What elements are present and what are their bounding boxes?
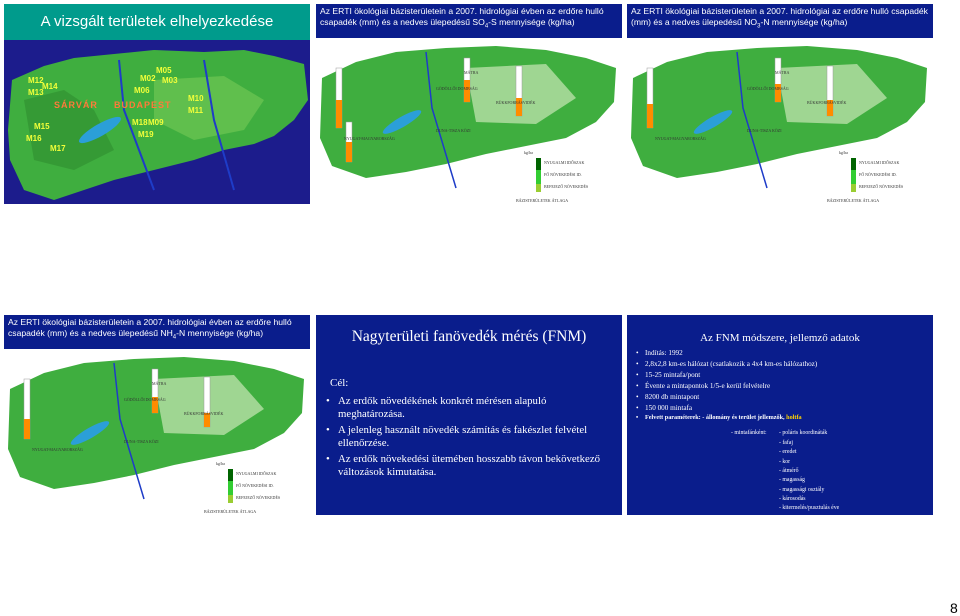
marker-m03: M03 (162, 76, 178, 85)
label-matra: MÁTRA (464, 70, 479, 75)
hungary-map (4, 349, 310, 515)
marker-m06: M06 (134, 86, 150, 95)
marker-m14: M14 (42, 82, 58, 91)
marker-m17: M17 (50, 144, 66, 153)
footer-label: BÁZISTERÜLETEK ÁTLAGA (204, 509, 257, 514)
hungary-map (627, 38, 933, 204)
footer-label: BÁZISTERÜLETEK ÁTLAGA (827, 198, 880, 203)
marker-m05: M05 (156, 66, 172, 75)
slide-no3-map: Az ERTI ökológiai bázisterületein a 2007. hidrológiai az erdőre hulló csapadék (mm) és a nedves ülepedésű $NO_3-N$ mennyisége (kg/ha) MÁTRA GÖDÖLLŐI DOMBSÁG BÜKKFORRÁSVIDÉK DUNA-TISZA KÖZI NYUGAT-MAGYARORSZÁG kg/ha NYUGALMI IDŐSZAK FŐ NÖVEKEDÉSI ID. BEFEJEZŐ NÖVEKEDÉS BÁZISTERÜLETEK ÁTLAGA (627, 4, 933, 204)
method-list (635, 348, 817, 424)
slide-nh4-map: Az ERTI ökológiai bázisterületein a 2007. hidrológiai évben az erdőre hulló csapadék (mm) és a nedves ülepedésű $NH_4-N$ mennyisége (kg/ha) MÁTRA GÖDÖLLŐI DOMBSÁG BÜKKFORRÁSVIDÉK DUNA-TISZA KÖZI NYUGAT-MAGYARORSZÁG kg/ha NYUGALMI IDŐSZAK FŐ NÖVEKEDÉSI ID. BEFEJEZŐ NÖVEKEDÉS BÁZISTERÜLETEK ÁTLAGA (4, 315, 310, 515)
list-item: • 15-25 mintafa/pont (635, 370, 817, 381)
city-budapest: BUDAPEST (114, 100, 172, 110)
label-nyh: NYUGAT-MAGYARORSZÁG (32, 447, 83, 452)
slide-location-map (4, 4, 310, 204)
marker-m10: M10 (188, 94, 204, 103)
slide-so4-map: Az ERTI ökológiai bázisterületein a 2007. hidrológiai évben az erdőre hulló csapadék (mm) és a nedves ülepedésű $SO_4-S$ mennyisége (kg/ha) MÁTRA GÖDÖLLŐI DOMBSÁG BÜKKFORRÁSVIDÉK DUNA-TISZA KÖZI NYUGAT-MAGYARORSZÁG kg/ha NYUGALMI IDŐSZAK FŐ NÖVEKEDÉSI ID. BEFEJEZŐ NÖVEKEDÉS BÁZISTERÜLETEK ÁTLAGA (316, 4, 622, 204)
slide-title: A vizsgált területek elhelyezkedése (4, 4, 310, 40)
marker-m15: M15 (34, 122, 50, 131)
label-bukk: BÜKKFORRÁSVIDÉK (496, 100, 536, 105)
marker-m19: M19 (138, 130, 154, 139)
marker-m02: M02 (140, 74, 156, 83)
marker-m12: M12 (28, 76, 44, 85)
slide-title: Az ERTI ökológiai bázisterületein a 2007. hidrológiai évben az erdőre hulló csapadék (mm) és a nedves ülepedésű $SO_4-S$ mennyisége (kg/ha) (316, 4, 622, 38)
label-nyh: NYUGAT-MAGYARORSZÁG (344, 136, 395, 141)
list-item: • Indítás: 1992 (635, 348, 817, 359)
label-duna: DUNA-TISZA KÖZI (747, 128, 782, 133)
highlight-word: holtfa (786, 414, 802, 422)
label-duna: DUNA-TISZA KÖZI (436, 128, 471, 133)
slide-title: Nagyterületi fanövedék mérés (FNM) (351, 328, 587, 345)
slide-title: Az ERTI ökológiai bázisterületein a 2007. hidrológiai az erdőre hulló csapadék (mm) és a nedves ülepedésű $NO_3-N$ mennyisége (kg/ha) (627, 4, 933, 38)
label-matra: MÁTRA (152, 381, 167, 386)
list-item: • Évente a mintapontok 1/5-e kerül felvételre (635, 381, 817, 392)
list-item: • Az erdők növedékének konkrét mérésen alapuló meghatározása. (322, 395, 612, 421)
sub-prefix: - mintafánként: (731, 430, 767, 436)
list-item: • Felvett paraméterek: - állomány és terület jellemzők, holtfa (635, 413, 817, 424)
goal-label: Cél: (330, 377, 349, 389)
marker-m09: M09 (148, 118, 164, 127)
label-godollo: GÖDÖLLŐI DOMBSÁG (747, 86, 789, 91)
city-sarvar: SÁRVÁR (54, 100, 98, 110)
list-item: • 150 000 mintafa (635, 403, 817, 414)
slide-title: Az ERTI ökológiai bázisterületein a 2007. hidrológiai évben az erdőre hulló csapadék (mm) és a nedves ülepedésű $NH_4-N$ mennyisége (kg/ha) (4, 315, 310, 349)
marker-m18: M18 (132, 118, 148, 127)
marker-m11: M11 (188, 106, 204, 115)
label-godollo: GÖDÖLLŐI DOMBSÁG (436, 86, 478, 91)
footer-label: BÁZISTERÜLETEK ÁTLAGA (516, 198, 569, 203)
label-duna: DUNA-TISZA KÖZI (124, 439, 159, 444)
marker-m16: M16 (26, 134, 42, 143)
page-number: 8 (950, 600, 958, 616)
list-item: • A jelenleg használt növedék számítás és fakészlet felvétel ellenőrzése. (322, 424, 612, 450)
list-item: • 8200 db mintapont (635, 392, 817, 403)
label-bukk: BÜKKFORRÁSVIDÉK (807, 100, 847, 105)
label-godollo: GÖDÖLLŐI DOMBSÁG (124, 397, 166, 402)
hungary-map (316, 38, 622, 204)
label-matra: MÁTRA (775, 70, 790, 75)
goal-list (322, 395, 612, 482)
label-nyh: NYUGAT-MAGYARORSZÁG (655, 136, 706, 141)
list-item: • Az erdők növekedési ütemében hosszabb távon bekövetkező változások kimutatása. (322, 453, 612, 479)
label-bukk: BÜKKFORRÁSVIDÉK (184, 411, 224, 416)
slide-fnm-goals (316, 315, 622, 515)
slide-fnm-method: Az FNM módszere, jellemző adatok • Indítás: 1992 • 2,8x2,8 km-es hálózat (csatlakozik a 4x4 km-es hálózathoz) • 15-25 mintafa/pont • Évente a mintapontok 1/5-e kerül felvételre • 8200 db mintapont • 150 000 mintafa • Felvett paraméterek: - állomány és terület jellemzők, holtfa - mintafánként: - poláris koordináták - fafaj - eredet - kor - átmérő - magasság - magassági osztály - károsodás - kitermelés/pusztulás éve (627, 315, 933, 515)
slide-title: Az FNM módszere, jellemző adatok (700, 332, 860, 344)
list-item: • 2,8x2,8 km-es hálózat (csatlakozik a 4x4 km-es hálózathoz) (635, 359, 817, 370)
marker-m13: M13 (28, 88, 44, 97)
